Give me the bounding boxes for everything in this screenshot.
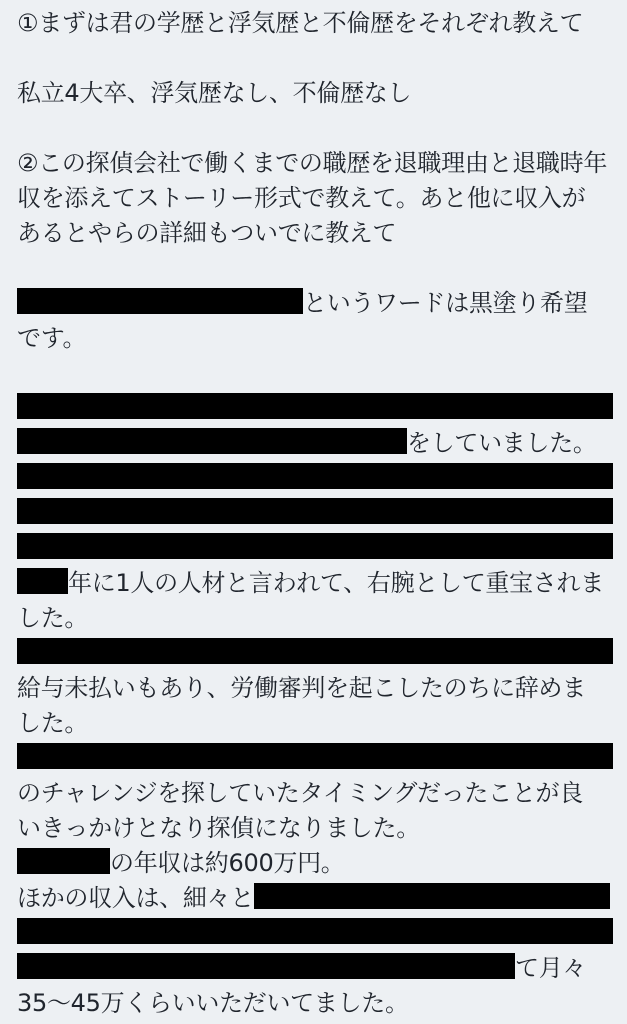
- blank-line: [17, 111, 613, 146]
- blank-line: [17, 41, 613, 76]
- redaction-bar: [17, 428, 407, 454]
- text-segment: 私立4大卒、浮気歴なし、不倫歴なし: [17, 79, 412, 107]
- redaction-bar: [17, 288, 303, 314]
- redaction-bar: [17, 638, 613, 664]
- text-segment: て月々: [515, 954, 587, 982]
- text-line: [17, 216, 613, 251]
- text-line: [17, 76, 613, 111]
- text-segment: の年収は約600万円。: [110, 849, 345, 877]
- text-line: [17, 881, 613, 916]
- text-line: [17, 846, 613, 881]
- text-line: [17, 706, 613, 741]
- text-line: [17, 986, 613, 1021]
- redaction-bar: [17, 848, 110, 874]
- text-segment: です。: [17, 324, 87, 352]
- redaction-bar: [17, 393, 613, 419]
- text-line: [17, 391, 613, 426]
- blank-line: [17, 356, 613, 391]
- redaction-bar: [17, 953, 515, 979]
- text-line: [17, 741, 613, 776]
- text-line: [17, 566, 613, 601]
- text-line: [17, 636, 613, 671]
- text-segment: した。: [17, 709, 89, 737]
- text-line: [17, 286, 613, 321]
- redaction-bar: [17, 463, 613, 489]
- text-segment: した。: [17, 604, 89, 632]
- blank-line: [17, 251, 613, 286]
- text-line: [17, 916, 613, 951]
- text-line: [17, 426, 613, 461]
- text-segment: のチャレンジを探していたタイミングだったことが良: [17, 779, 583, 807]
- text-line: [17, 461, 613, 496]
- text-line: [17, 321, 613, 356]
- text-line: [17, 671, 613, 706]
- text-segment: ①まずは君の学歴と浮気歴と不倫歴をそれぞれ教えて: [17, 9, 584, 37]
- text-segment: 年に1人の人材と言われて、右腕として重宝されま: [68, 569, 604, 597]
- redaction-bar: [17, 533, 613, 559]
- text-segment: いきっかけとなり探偵になりました。: [17, 814, 420, 842]
- text-segment: ②この探偵会社で働くまでの職歴を退職理由と退職時年: [17, 149, 608, 177]
- text-line: [17, 496, 613, 531]
- text-line: [17, 6, 613, 41]
- redaction-bar: [17, 568, 68, 594]
- redaction-bar: [17, 743, 613, 769]
- redaction-bar: [17, 498, 613, 524]
- text-segment: 35〜45万くらいいただいてました。: [17, 989, 409, 1017]
- text-line: [17, 531, 613, 566]
- text-segment: 給与未払いもあり、労働審判を起こしたのちに辞めま: [17, 674, 586, 702]
- text-line: [17, 146, 613, 181]
- text-line: [17, 811, 613, 846]
- text-line: [17, 951, 613, 986]
- text-segment: ほかの収入は、細々と: [17, 884, 254, 912]
- redaction-bar: [17, 918, 613, 944]
- text-line: [17, 776, 613, 811]
- text-segment: 収を添えてストーリー形式で教えて。あと他に収入が: [17, 184, 586, 212]
- text-segment: というワードは黒塗り希望: [303, 289, 588, 317]
- text-segment: をしていました。: [407, 429, 597, 457]
- text-segment: あるとやらの詳細もついでに教えて: [17, 219, 397, 247]
- text-line: [17, 601, 613, 636]
- text-line: [17, 181, 613, 216]
- redaction-bar: [254, 883, 610, 909]
